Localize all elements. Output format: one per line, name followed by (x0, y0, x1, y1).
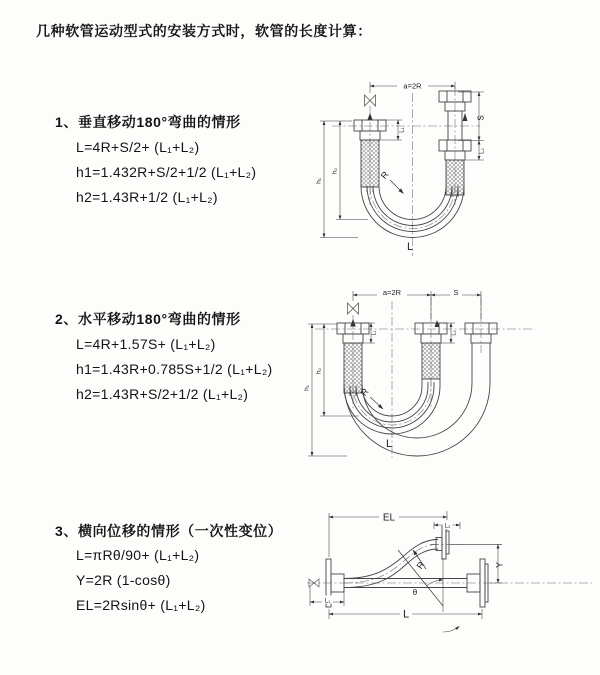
section-1-formula-h1: h1=1.432R+S/2+1/2 (L₁+L₂) (76, 164, 257, 180)
dim-label-h1: h₁ (315, 178, 323, 184)
dim-label-l2: L₂ (479, 148, 486, 154)
section-2-formula-l: L=4R+1.57S+ (L₁+L₂) (76, 336, 216, 352)
dim-label-h2: h₂ (331, 167, 339, 175)
section-2-formula-h1: h1=1.43R+0.785S+1/2 (L₁+L₂) (76, 361, 273, 377)
dim-label-l1: L₁ (371, 330, 378, 336)
hose-drawing (337, 303, 497, 456)
dim-label-l1: L₁ (324, 598, 331, 605)
page-title: 几种软管运动型式的安装方式时，软管的长度计算： (36, 23, 372, 39)
hose-drawing (309, 523, 488, 607)
centerline-break-icon (348, 303, 359, 314)
section-3-formula-l: L=πRθ/90+ (L₁+L₂) (76, 547, 200, 563)
dim-label-el: EL (382, 512, 396, 524)
dim-label-s: S (476, 115, 486, 121)
section-1-formula-l: L=4R+S/2+ (L₁+L₂) (76, 139, 200, 155)
section-1-formula-h2: h2=1.43R+1/2 (L₁+L₂) (76, 189, 218, 205)
diagram-vertical-180-bend (310, 73, 590, 258)
section-2-formula-h2: h2=1.43R+S/2+1/2 (L₁+L₂) (76, 386, 249, 402)
radius-label: R (378, 169, 391, 181)
dim-label-h1: h₁ (303, 385, 311, 391)
diagram-horizontal-180-bend (303, 283, 593, 463)
dim-label-y: Y (494, 561, 505, 569)
dim-label-s: S (453, 288, 459, 297)
dim-label-h2: h₂ (315, 367, 323, 375)
length-label: L (385, 438, 393, 450)
dim-label-l1: L₁ (399, 127, 406, 133)
section-2-heading: 2、水平移动180°弯曲的情形 (55, 311, 241, 327)
diagram-lateral-displacement (302, 498, 599, 658)
section-3-formula-y: Y=2R (1-cosθ) (76, 572, 171, 588)
section-1-heading: 1、垂直移动180°弯曲的情形 (55, 114, 241, 130)
length-label: L (406, 241, 414, 253)
length-label: L (402, 608, 410, 621)
radius-label: R (358, 386, 371, 398)
dim-label-l2: L₂ (451, 330, 458, 336)
section-3-heading: 3、横向位移的情形（一次性变位） (55, 523, 283, 539)
dim-label-l2: L₂ (444, 523, 451, 530)
centerlines (307, 544, 592, 583)
movement-arrow-icon (367, 113, 373, 121)
angle-label: θ (412, 588, 418, 597)
section-3-formula-el: EL=2Rsinθ+ (L₁+L₂) (76, 597, 206, 613)
dim-label-a2r: a=2R (382, 288, 402, 297)
dimension-lines (308, 291, 481, 456)
dim-label-a2r: a=2R (403, 81, 422, 91)
movement-arrow-icon (463, 113, 468, 121)
centerline-break-icon (365, 95, 376, 106)
radius-label: R (414, 559, 427, 571)
